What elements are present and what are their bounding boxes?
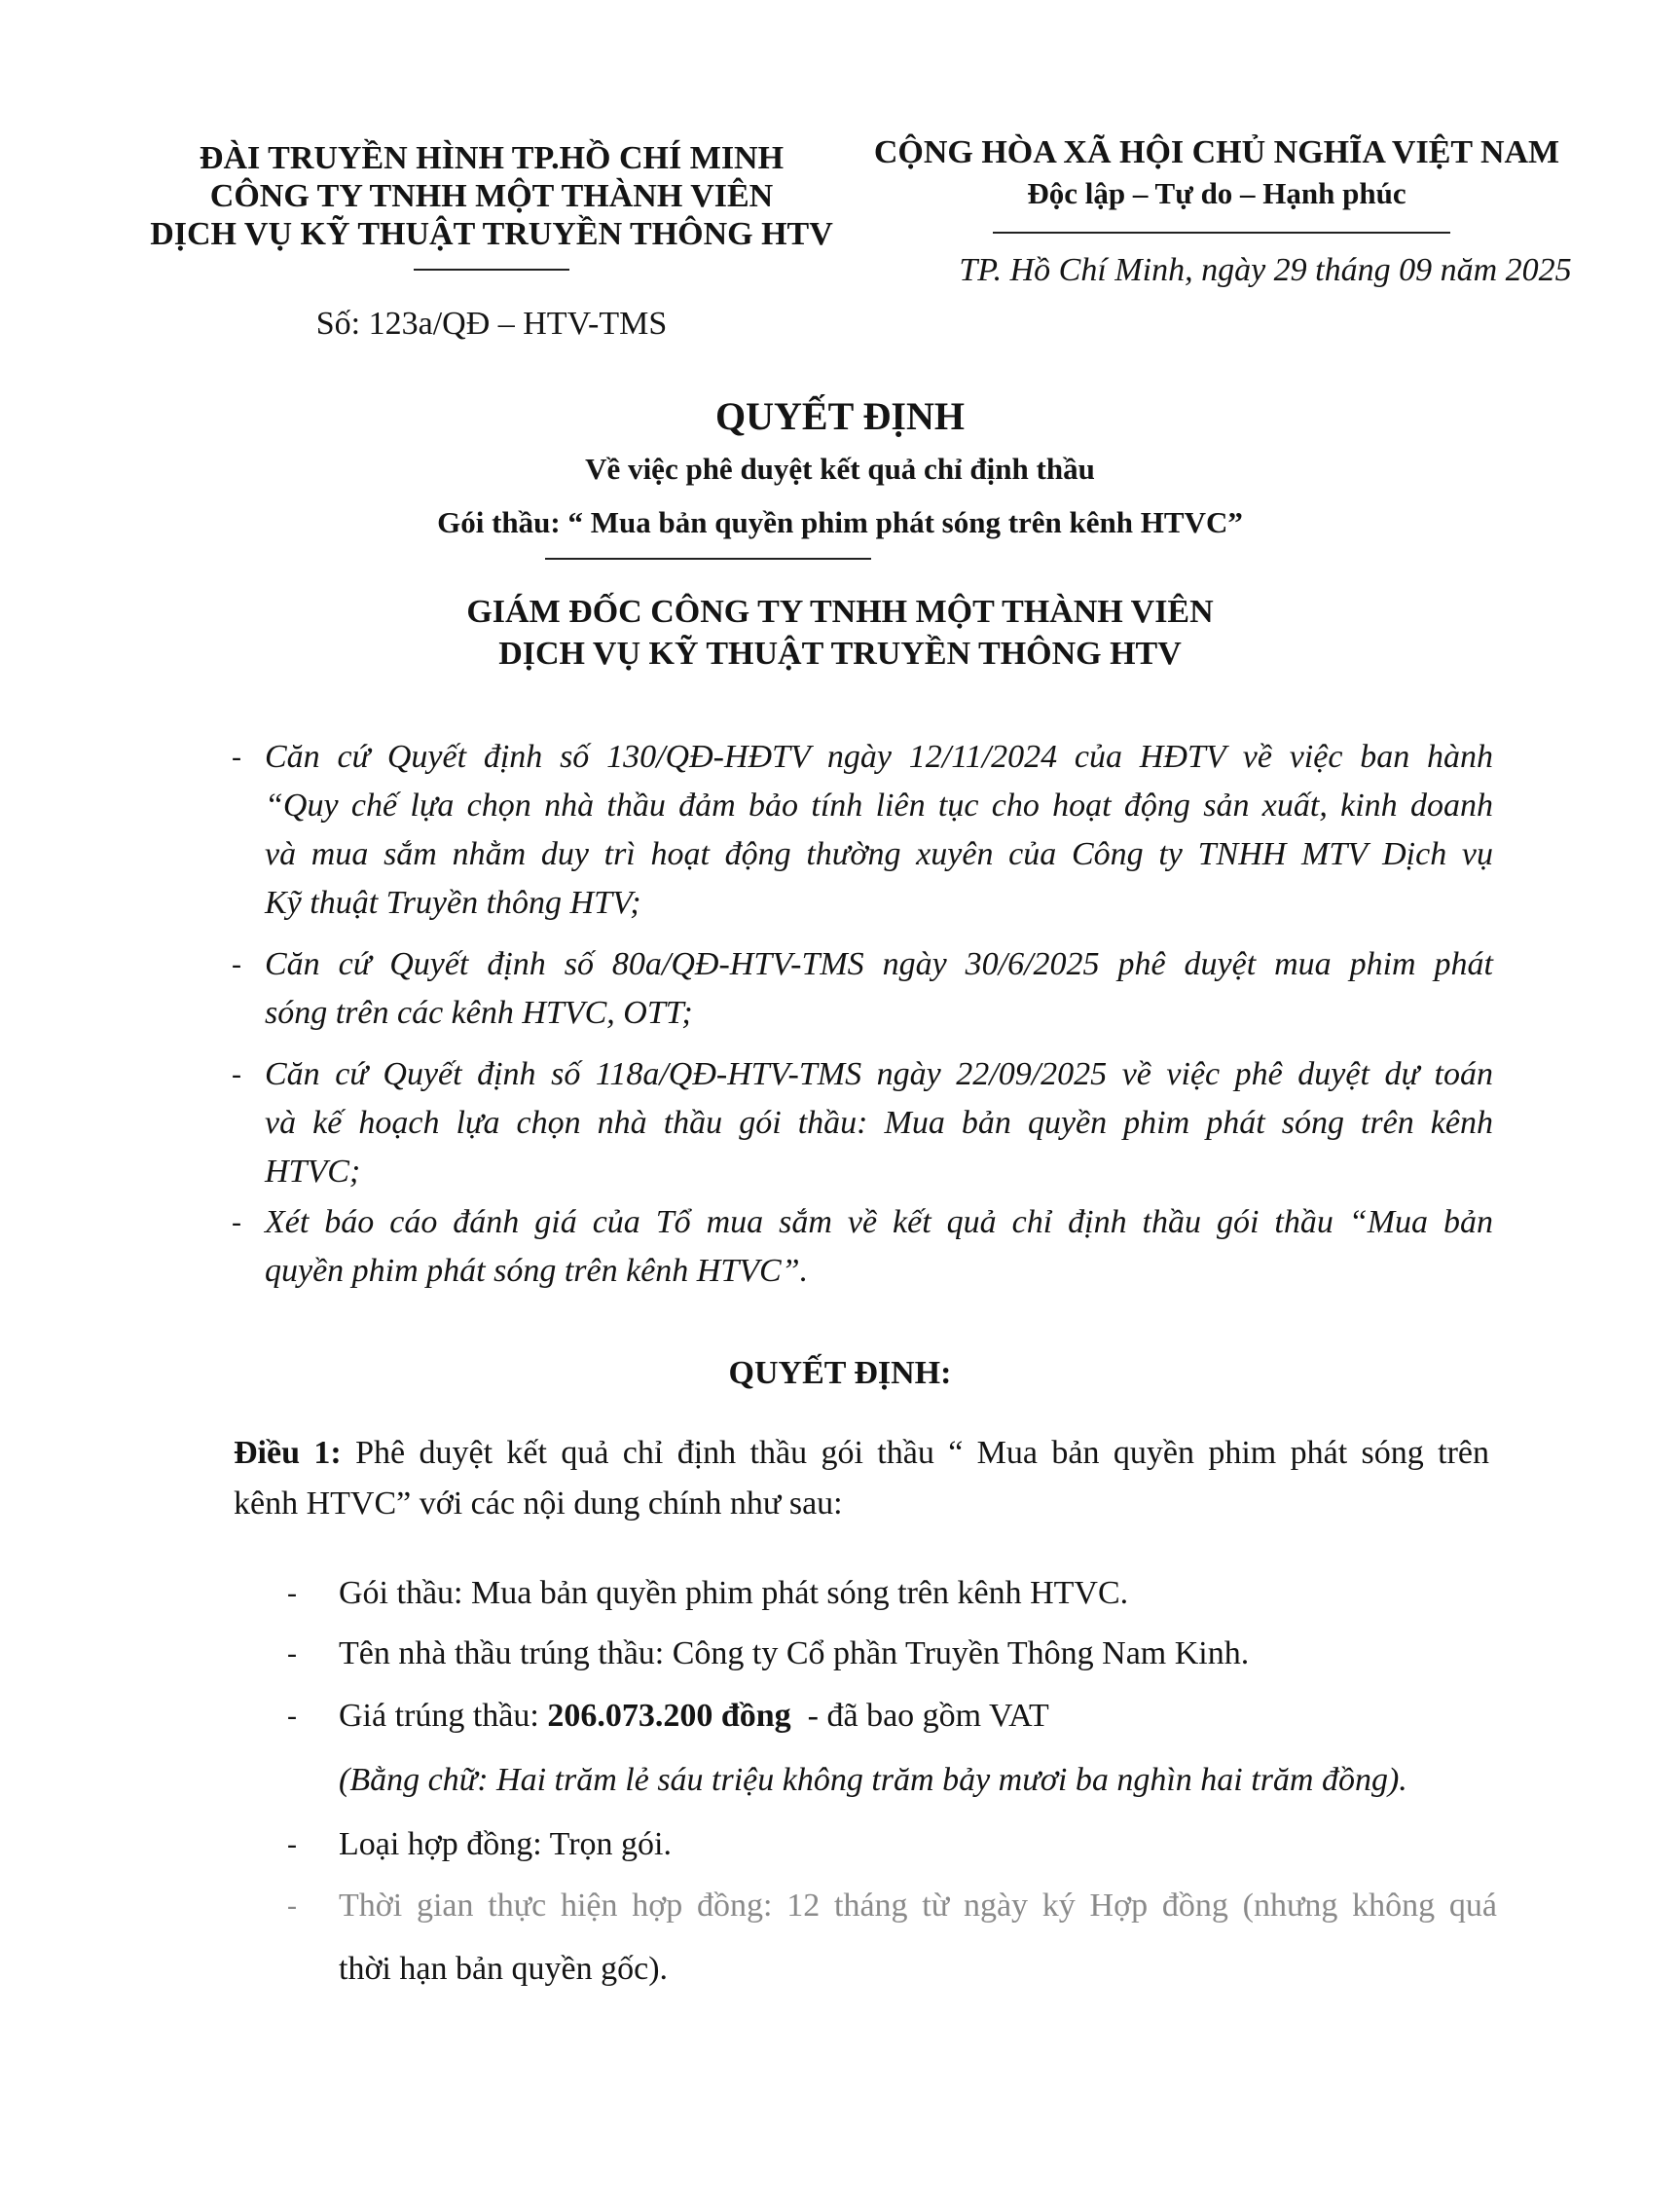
legal-basis-line: Căn cứ Quyết định số 80a/QĐ-HTV-TMS ngày 30/6/2025 phê duyệt mua phim phát [265, 946, 1493, 982]
item-package: Gói thầu: Mua bản quyền phim phát sóng trên kênh HTVC. [339, 1575, 1129, 1611]
legal-basis-line: và mua sắm nhằm duy trì hoạt động thường xuyên của Công ty TNHH MTV Dịch vụ [265, 836, 1493, 872]
bullet-dash: - [287, 1828, 297, 1860]
article-1-text: Phê duyệt kết quả chỉ định thầu gói thầu “ Mua bản quyền phim phát sóng trên [341, 1435, 1489, 1471]
bullet-dash: - [232, 948, 241, 980]
company-name-line2: DỊCH VỤ KỸ THUẬT TRUYỀN THÔNG HTV [150, 216, 833, 252]
bullet-dash: - [232, 1206, 241, 1238]
bullet-dash: - [287, 1577, 297, 1609]
legal-basis-line: Căn cứ Quyết định số 118a/QĐ-HTV-TMS ngày 22/09/2025 về việc phê duyệt dự toán [265, 1056, 1493, 1092]
legal-basis-line: sóng trên các kênh HTVC, OTT; [265, 995, 693, 1031]
company-name-line1: CÔNG TY TNHH MỘT THÀNH VIÊN [209, 178, 774, 214]
legal-basis-line: quyền phim phát sóng trên kênh HTVC”. [265, 1253, 809, 1289]
legal-basis-line: Căn cứ Quyết định số 130/QĐ-HĐTV ngày 12/11/2024 của HĐTV về việc ban hành [265, 739, 1493, 775]
divider [414, 269, 569, 271]
bullet-dash: - [232, 1058, 241, 1090]
bullet-dash: - [232, 741, 241, 773]
price-label: Giá trúng thầu: [339, 1698, 548, 1734]
legal-basis-line: HTVC; [265, 1154, 361, 1190]
agency-name: ĐÀI TRUYỀN HÌNH TP.HỒ CHÍ MINH [199, 140, 785, 176]
item-price [339, 1697, 1049, 1736]
issuer-line2: DỊCH VỤ KỸ THUẬT TRUYỀN THÔNG HTV [498, 636, 1182, 672]
title-underline [545, 558, 871, 560]
item-duration-line1: Thời gian thực hiện hợp đồng: 12 tháng từ ngày ký Hợp đồng (nhưng không quá [339, 1888, 1497, 1924]
bullet-dash: - [287, 1637, 297, 1669]
article-1-label: Điều 1: [234, 1435, 342, 1471]
article-1-line1 [234, 1434, 1489, 1473]
issuer-line1: GIÁM ĐỐC CÔNG TY TNHH MỘT THÀNH VIÊN [466, 594, 1214, 630]
document-title: QUYẾT ĐỊNH [715, 394, 965, 438]
decision-heading: QUYẾT ĐỊNH: [728, 1355, 952, 1391]
bullet-dash: - [287, 1700, 297, 1732]
place-date: TP. Hồ Chí Minh, ngày 29 tháng 09 năm 2025 [959, 252, 1572, 288]
legal-basis-line: Kỹ thuật Truyền thông HTV; [265, 885, 641, 921]
national-motto: Độc lập – Tự do – Hạnh phúc [1027, 176, 1406, 210]
title-subject: Về việc phê duyệt kết quả chỉ định thầu [585, 452, 1095, 486]
divider [993, 232, 1450, 234]
article-1-line2: kênh HTVC” với các nội dung chính như sau: [234, 1485, 843, 1522]
legal-basis-line: “Quy chế lựa chọn nhà thầu đảm bảo tính liên tục cho hoạt động sản xuất, kinh doanh [265, 788, 1493, 824]
legal-basis-line: và kế hoạch lựa chọn nhà thầu gói thầu: Mua bản quyền phim phát sóng trên kênh [265, 1105, 1493, 1141]
item-duration-line2: thời hạn bản quyền gốc). [339, 1951, 669, 1987]
document-number: Số: 123a/QĐ – HTV-TMS [315, 306, 668, 342]
bullet-dash: - [287, 1889, 297, 1922]
price-in-words: (Bằng chữ: Hai trăm lẻ sáu triệu không trăm bảy mươi ba nghìn hai trăm đồng). [339, 1762, 1407, 1798]
price-note: - đã bao gồm VAT [790, 1698, 1049, 1734]
legal-basis-line: Xét báo cáo đánh giá của Tổ mua sắm về kết quả chỉ định thầu gói thầu “Mua bản [265, 1204, 1493, 1240]
item-contract-type: Loại hợp đồng: Trọn gói. [339, 1826, 672, 1862]
country-name: CỘNG HÒA XÃ HỘI CHỦ NGHĨA VIỆT NAM [873, 134, 1560, 170]
price-value: 206.073.200 đồng [547, 1698, 791, 1734]
title-package: Gói thầu: “ Mua bản quyền phim phát sóng trên kênh HTVC” [437, 505, 1243, 539]
item-winner: Tên nhà thầu trúng thầu: Công ty Cổ phần Truyền Thông Nam Kinh. [339, 1635, 1250, 1671]
